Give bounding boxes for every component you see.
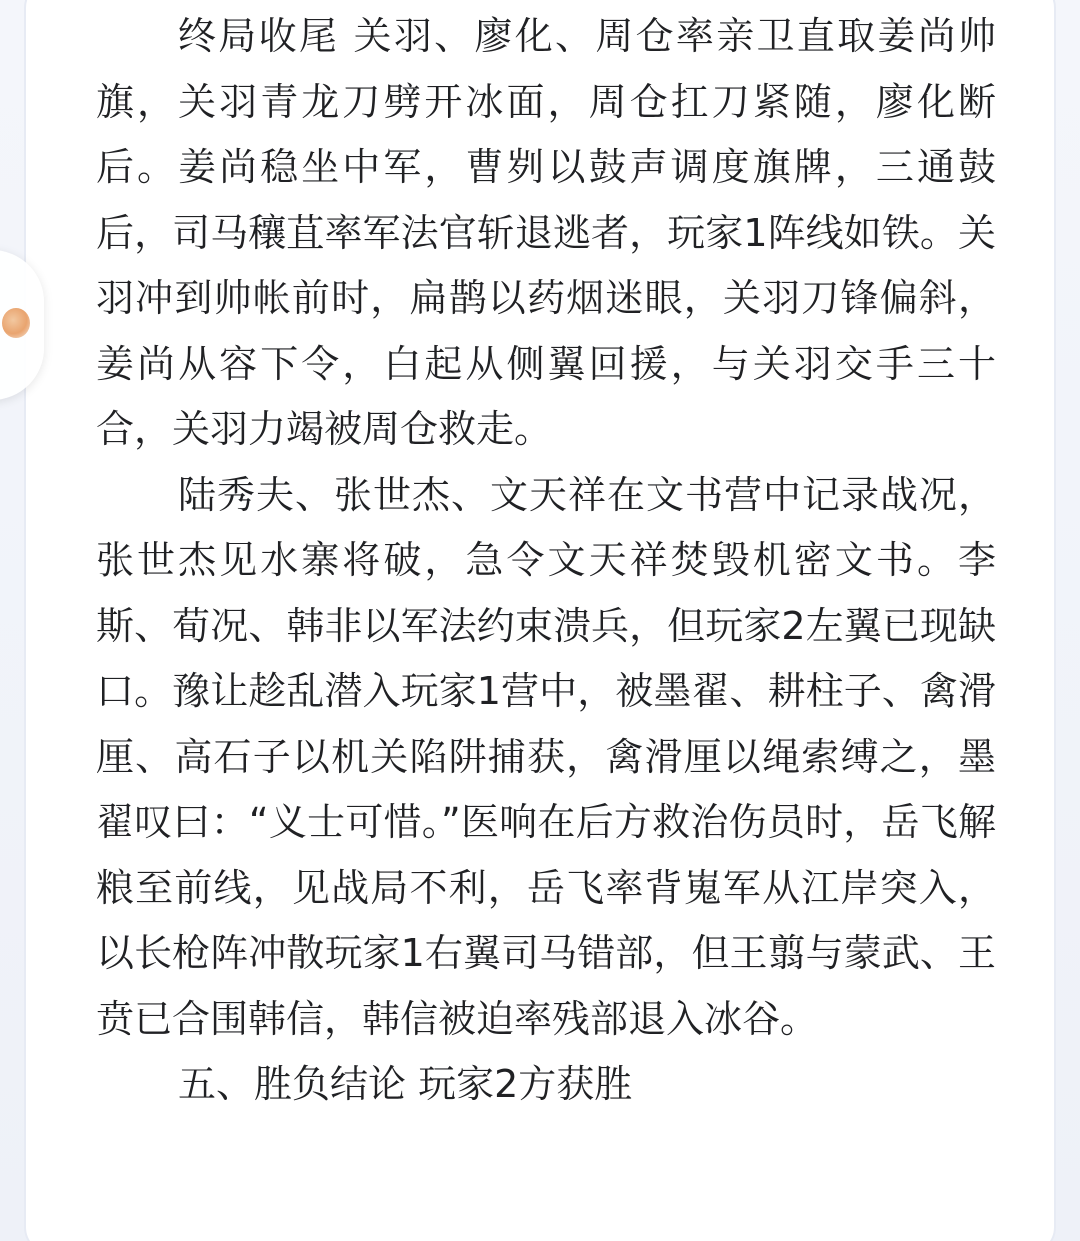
paragraph-records: 陆秀夫、张世杰、文天祥在文书营中记录战况，张世杰见水寨将破，急令文天祥焚毁机密文书。李斯、荀况、韩非以军法约束溃兵，但玩家2左翼已现缺口。豫让趁乱潜入玩家1营中，被墨翟、耕柱子、禽滑厘、高石子以机关陷阱捕获，禽滑厘以绳索缚之，墨翟叹曰：“义士可惜。”医响在后方救治伤员时，岳飞解粮至前线，见战局不利，岳飞率背嵬军从江岸突入，以长枪阵冲散玩家1右翼司马错部，但王翦与蒙武、王贲已合围韩信，韩信被迫率残部退入冰谷。 bbox=[96, 472, 996, 1041]
paragraph-conclusion: 五、胜负结论 玩家2方获胜 bbox=[178, 1062, 633, 1106]
paragraph-ending: 终局收尾 关羽、廖化、周仓率亲卫直取姜尚帅旗，关羽青龙刀劈开冰面，周仓扛刀紧随，廖化断后。姜尚稳坐中军，曹刿以鼓声调度旗牌，三通鼓后，司马穰苴率军法官斩退逃者，玩家1阵线如铁。关羽冲到帅帐前时，扁鹊以药烟迷眼，关羽刀锋偏斜，姜尚从容下令，白起从侧翼回援，与关羽交手三十合，关羽力竭被周仓救走。 bbox=[96, 14, 996, 451]
assistant-ball-icon bbox=[2, 308, 30, 338]
article-text bbox=[96, 4, 996, 1118]
